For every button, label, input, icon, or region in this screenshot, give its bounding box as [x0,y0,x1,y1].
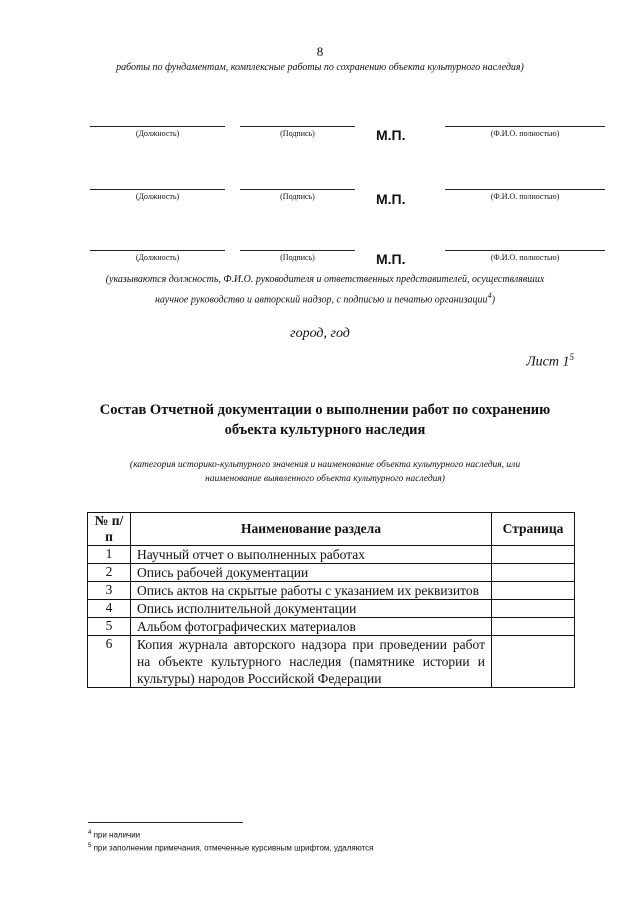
footnote [88,843,373,853]
continued-note: работы по фундаментам, комплексные работы по сохранению объекта культурного наследия) [116,62,524,73]
stamp-label: М.П. [376,127,406,143]
footnote-mark: 4 [88,830,92,836]
position-label: (Должность) [135,192,180,201]
position-line [90,126,225,127]
footnote-text: при заполнении примечания, отмеченные курсивным шрифтом, удаляются [91,843,374,853]
title-line: объекта культурного наследия [224,422,426,438]
row-name: Научный отчет о выполненных работах [131,546,492,564]
header-name: Наименование раздела [131,513,492,546]
row-page [492,600,575,618]
table-row [88,564,575,582]
position-label: (Должность) [135,253,180,262]
footnote-mark: 5 [88,843,92,849]
row-num: 5 [88,618,131,636]
signature-line [240,189,355,190]
signature-note-end: ) [491,294,496,306]
row-num: 3 [88,582,131,600]
city-year: город, год [290,326,350,341]
table-row [88,546,575,564]
row-page [492,546,575,564]
position-label: (Должность) [135,129,180,138]
table-header-row [88,513,575,546]
header-page: Страница [492,513,575,546]
stamp-label: М.П. [376,191,406,207]
position-line [90,250,225,251]
name-line [445,250,605,251]
name-line [445,189,605,190]
signature-note [90,272,560,308]
row-page [492,564,575,582]
stamp-label: М.П. [376,251,406,267]
footnote-text: при наличии [91,830,141,840]
signature-line [240,126,355,127]
document-subtitle [90,458,560,486]
row-name: Опись исполнительной документации [131,600,492,618]
table-row [88,600,575,618]
row-page [492,618,575,636]
name-label: (Ф.И.О. полностью) [490,253,560,262]
sheet-label [526,352,574,371]
signature-label: (Подпись) [280,192,315,201]
row-num: 2 [88,564,131,582]
document-title [80,400,570,440]
signature-note-line2: научное руководство и авторский надзор, с подписью и печатью организации [154,294,488,306]
header-num: № п/п [88,513,131,546]
name-line [445,126,605,127]
name-label: (Ф.И.О. полностью) [490,192,560,201]
table-row [88,582,575,600]
row-name: Альбом фотографических материалов [131,618,492,636]
footnote-ref: 5 [569,352,574,362]
title-line: Состав Отчетной документации о выполнении работ по сохранению [99,402,551,418]
signature-line [240,250,355,251]
row-name: Опись рабочей документации [131,564,492,582]
row-name: Копия журнала авторского надзора при проведении работ на объекте культурного наследия (памятнике истории и культуры) народов Российской Федерации [131,636,492,688]
row-num: 4 [88,600,131,618]
row-page [492,636,575,688]
signature-label: (Подпись) [280,129,315,138]
footnote-divider [88,822,243,823]
subtitle-line: наименование выявленного объекта культурного наследия) [205,474,445,484]
row-num: 1 [88,546,131,564]
row-page [492,582,575,600]
row-num: 6 [88,636,131,688]
contents-table [87,512,575,688]
sheet-text: Лист 1 [526,354,570,370]
subtitle-line: (категория историко-культурного значения и наименование объекта культурного наследия, или [129,460,521,470]
table-row [88,618,575,636]
row-name: Опись актов на скрытые работы с указанием их реквизитов [131,582,492,600]
name-label: (Ф.И.О. полностью) [490,129,560,138]
position-line [90,189,225,190]
table-row [88,636,575,688]
signature-note-line1: (указываются должность, Ф.И.О. руководителя и ответственных представителей, осуществлявших [105,274,545,285]
footnote [88,830,140,840]
signature-label: (Подпись) [280,253,315,262]
footnote-ref: 4 [487,291,492,300]
page-number: 8 [316,44,324,59]
